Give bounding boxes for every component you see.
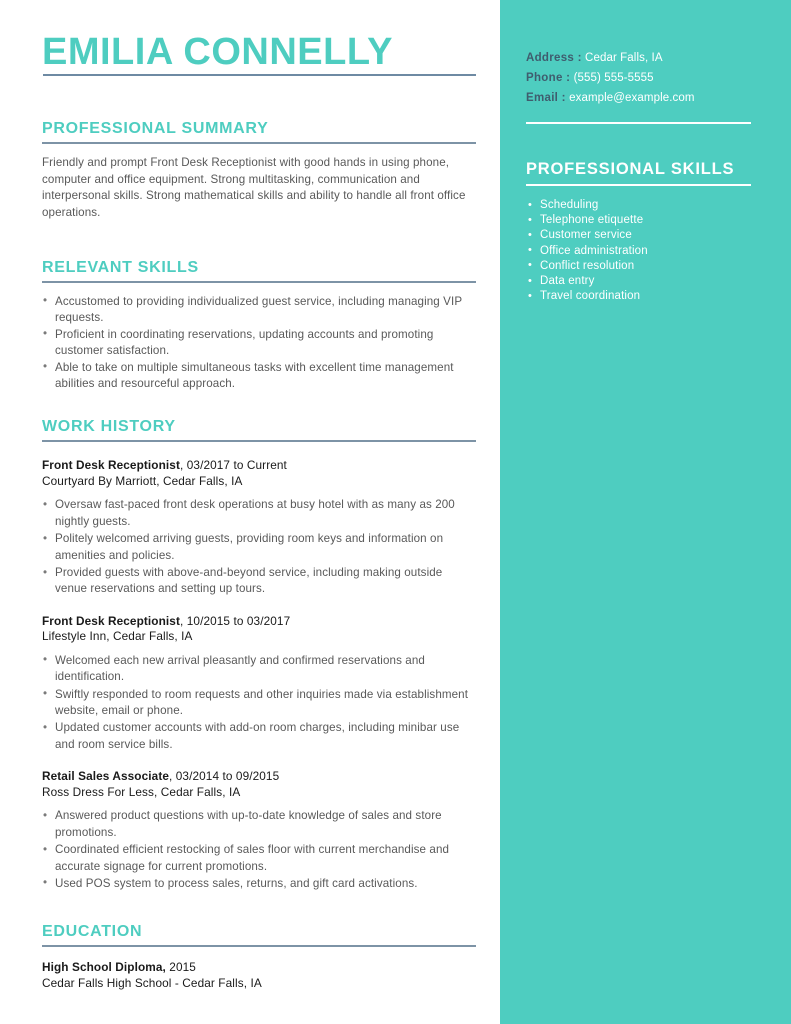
education-degree-line xyxy=(42,960,476,976)
list-item: • Provided guests with above-and-beyond service, including making outside venue reservations and setting up tours. xyxy=(42,565,476,598)
job-bullets xyxy=(42,808,476,892)
spacer xyxy=(42,233,476,259)
list-item: • Answered product questions with up-to-date knowledge of sales and store promotions. xyxy=(42,808,476,841)
contact-block xyxy=(526,48,773,108)
list-item: • Office administration xyxy=(526,244,777,259)
work-history-entry xyxy=(42,614,476,753)
sidebar-divider xyxy=(526,122,751,124)
job-title: Front Desk Receptionist xyxy=(42,613,180,628)
job-title: Front Desk Receptionist xyxy=(42,458,180,473)
job-title-line xyxy=(42,458,476,474)
list-item: • Oversaw fast-paced front desk operations at busy hotel with as many as 200 nightly guests. xyxy=(42,497,476,530)
education-entry xyxy=(42,960,476,991)
list-item: • Used POS system to process sales, returns, and gift card activations. xyxy=(42,876,476,892)
list-item: • Proficient in coordinating reservations, updating accounts and promoting customer satisfaction. xyxy=(42,327,476,360)
education-heading: EDUCATION xyxy=(42,923,476,947)
contact-value-address: Cedar Falls, IA xyxy=(585,52,663,64)
professional-summary-text: Friendly and prompt Front Desk Receptionist with good hands in using phone, computer and office equipment. Strong multitasking, communication and interpersonal skills. Strong mathematical skills and ability to handle all front office operations. xyxy=(42,156,466,219)
professional-skills-heading: PROFESSIONAL SKILLS xyxy=(526,160,751,186)
work-history-section xyxy=(42,418,476,892)
work-history-entry xyxy=(42,769,476,892)
work-history-heading: WORK HISTORY xyxy=(42,418,476,442)
relevant-skills-heading: RELEVANT SKILLS xyxy=(42,259,476,283)
relevant-skills-section xyxy=(42,259,476,392)
professional-skills-section xyxy=(526,160,777,304)
job-bullets xyxy=(42,653,476,753)
job-company: Ross Dress For Less, Cedar Falls, IA xyxy=(42,784,241,799)
job-company: Lifestyle Inn, Cedar Falls, IA xyxy=(42,629,193,644)
list-item: • Politely welcomed arriving guests, providing room keys and information on amenities and policies. xyxy=(42,531,476,564)
list-item: • Updated customer accounts with add-on room charges, including minibar use and room service bills. xyxy=(42,720,476,753)
job-title-line xyxy=(42,769,476,785)
contact-row-address xyxy=(526,48,773,68)
professional-skills-list xyxy=(526,198,777,304)
list-item: • Coordinated efficient restocking of sales floor with current merchandise and accurate signage for current promotions. xyxy=(42,842,476,875)
list-item: • Welcomed each new arrival pleasantly and confirmed reservations and identification. xyxy=(42,653,476,686)
spacer xyxy=(42,392,476,418)
spacer xyxy=(42,893,476,923)
education-degree: High School Diploma, xyxy=(42,960,166,975)
job-bullets xyxy=(42,497,476,597)
contact-label-address: Address : xyxy=(526,52,582,64)
list-item: • Travel coordination xyxy=(526,289,777,304)
education-year: 2015 xyxy=(165,960,196,975)
list-item: • Swiftly responded to room requests and other inquiries made via establishment website, email or phone. xyxy=(42,687,476,720)
list-item: • Able to take on multiple simultaneous tasks with excellent time management abilities and resourceful approach. xyxy=(42,360,476,393)
contact-value-email: example@example.com xyxy=(569,92,695,104)
contact-row-email xyxy=(526,88,773,108)
list-item: • Scheduling xyxy=(526,198,777,213)
name-divider xyxy=(43,74,476,76)
job-dates: , 03/2017 to Current xyxy=(180,458,287,473)
education-section xyxy=(42,923,476,991)
job-dates: , 10/2015 to 03/2017 xyxy=(180,613,291,628)
relevant-skills-list xyxy=(42,294,476,392)
education-school: Cedar Falls High School - Cedar Falls, IA xyxy=(42,975,262,990)
list-item: • Customer service xyxy=(526,228,777,243)
professional-summary-heading: PROFESSIONAL SUMMARY xyxy=(42,120,476,144)
list-item: • Data entry xyxy=(526,274,777,289)
job-dates: , 03/2014 to 09/2015 xyxy=(169,769,280,784)
job-title-line xyxy=(42,614,476,630)
job-title: Retail Sales Associate xyxy=(42,769,170,784)
contact-label-email: Email : xyxy=(526,92,566,104)
job-company: Courtyard By Marriott, Cedar Falls, IA xyxy=(42,473,243,488)
page-title: EMILIA CONNELLY xyxy=(42,31,393,73)
list-item: • Conflict resolution xyxy=(526,259,777,274)
list-item: • Accustomed to providing individualized guest service, including managing VIP requests. xyxy=(42,294,476,327)
sidebar-panel xyxy=(500,0,791,1024)
professional-summary-section xyxy=(42,120,476,221)
contact-label-phone: Phone : xyxy=(526,72,571,84)
resume-content xyxy=(42,120,476,991)
contact-row-phone xyxy=(526,68,773,88)
work-history-entry xyxy=(42,458,476,597)
list-item: • Telephone etiquette xyxy=(526,213,777,228)
contact-value-phone: (555) 555-5555 xyxy=(573,72,654,84)
